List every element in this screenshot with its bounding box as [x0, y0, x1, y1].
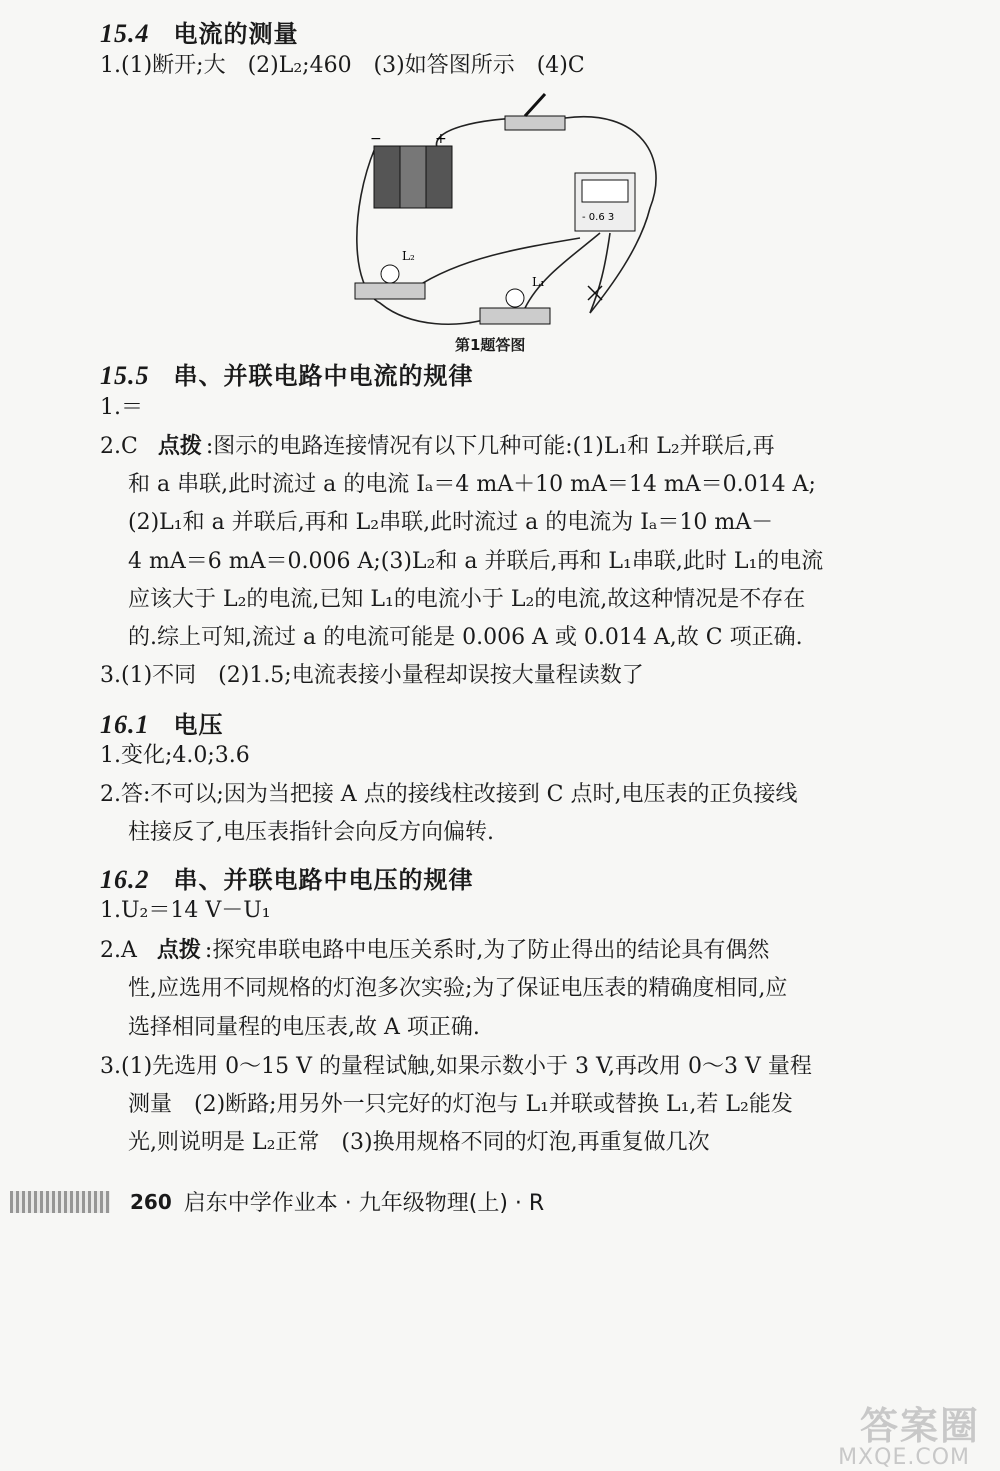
answer-16-1-q1: 1.变化;4.0;3.6 [100, 743, 250, 768]
answer-15-5-q2-line3: (2)L₁和 a 并联后,再和 L₂串联,此时流过 a 的电流为 Iₐ＝10 mA－ [128, 510, 774, 535]
section-title: 串、并联电路中电流的规律 [173, 362, 474, 390]
answer-text: :探究串联电路中电压关系时,为了防止得出的结论具有偶然 [204, 938, 770, 963]
section-number: 16.1 [100, 710, 150, 739]
answer-15-5-q2-line5: 应该大于 L₂的电流,已知 L₁的电流小于 L₂的电流,故这种情况是不存在 [128, 587, 806, 612]
section-title: 串、并联电路中电压的规律 [173, 866, 474, 894]
ammeter-terminals: - 0.6 3 [582, 212, 615, 223]
hint-label: 点拨 [156, 938, 201, 963]
answer-16-2-q1: 1.U₂＝14 V－U₁ [100, 898, 271, 923]
switch [505, 94, 565, 130]
svg-text:−: − [370, 131, 382, 147]
label-l1: L₁ [532, 275, 545, 289]
section-heading-15-4 [100, 14, 299, 49]
answer-15-5-q2-line1 [100, 436, 775, 458]
section-number: 15.5 [100, 361, 150, 390]
footer-decoration [10, 1191, 110, 1213]
answer-label: 2.A [100, 938, 137, 963]
watermark-url: MXQE.COM [838, 1445, 970, 1470]
book-title: 启东中学作业本 · 九年级物理(上) · R [183, 1191, 545, 1216]
hint-label: 点拨 [157, 434, 202, 459]
answer-15-4-q1: 1.(1)断开;大 (2)L₂;460 (3)如答图所示 (4)C [100, 53, 585, 78]
section-number: 16.2 [100, 865, 150, 894]
answer-16-2-q2-line2: 性,应选用不同规格的灯泡多次实验;为了保证电压表的精确度相同,应 [128, 976, 788, 1001]
answer-16-1-q2-line2: 柱接反了,电压表指针会向反方向偏转. [128, 820, 494, 845]
answer-16-2-q2-line1 [100, 940, 769, 962]
label-l2: L₂ [402, 249, 415, 263]
battery [370, 131, 452, 208]
answer-16-2-q3-line1: 3.(1)先选用 0～15 V 的量程试触,如果示数小于 3 V,再改用 0～3 V 量程 [100, 1054, 812, 1079]
answer-16-2-q3-line3: 光,则说明是 L₂正常 (3)换用规格不同的灯泡,再重复做几次 [128, 1130, 710, 1155]
answer-15-5-q2-line2: 和 a 串联,此时流过 a 的电流 Iₐ＝4 mA＋10 mA＝14 mA＝0.014 A; [128, 472, 816, 497]
lamp-l2 [355, 249, 425, 299]
answer-text: :图示的电路连接情况有以下几种可能:(1)L₁和 L₂并联后,再 [205, 434, 775, 459]
section-heading-16-1 [100, 705, 224, 740]
ammeter [575, 173, 635, 231]
section-number: 15.4 [100, 19, 150, 48]
answer-16-2-q3-line2: 测量 (2)断路;用另外一只完好的灯泡与 L₁并联或替换 L₁,若 L₂能发 [128, 1092, 793, 1117]
answer-16-1-q2-line1: 2.答:不可以;因为当把接 A 点的接线柱改接到 C 点时,电压表的正负接线 [100, 782, 798, 807]
circuit-diagram [340, 88, 670, 338]
figure-caption: 第1题答图 [455, 336, 526, 354]
answer-15-5-q1: 1.＝ [100, 395, 143, 420]
section-title: 电压 [173, 711, 224, 739]
answer-15-5-q3: 3.(1)不同 (2)1.5;电流表接小量程却误按大量程读数了 [100, 663, 644, 688]
answer-label: 2.C [100, 434, 138, 459]
watermark-logo: 答案圈 [859, 1404, 980, 1448]
section-heading-15-5 [100, 356, 474, 391]
svg-text:+: + [435, 131, 447, 147]
section-heading-16-2 [100, 860, 474, 895]
lamp-l1 [480, 275, 550, 324]
answer-15-5-q2-line4: 4 mA＝6 mA＝0.006 A;(3)L₂和 a 并联后,再和 L₁串联,此时 L₁的电流 [128, 549, 824, 574]
answer-15-5-q2-line6: 的.综上可知,流过 a 的电流可能是 0.006 A 或 0.014 A,故 C 项正确. [128, 625, 803, 650]
answer-16-2-q2-line3: 选择相同量程的电压表,故 A 项正确. [128, 1015, 480, 1040]
page-footer [10, 1186, 544, 1217]
section-title: 电流的测量 [173, 20, 299, 48]
page-number: 260 [130, 1189, 172, 1214]
